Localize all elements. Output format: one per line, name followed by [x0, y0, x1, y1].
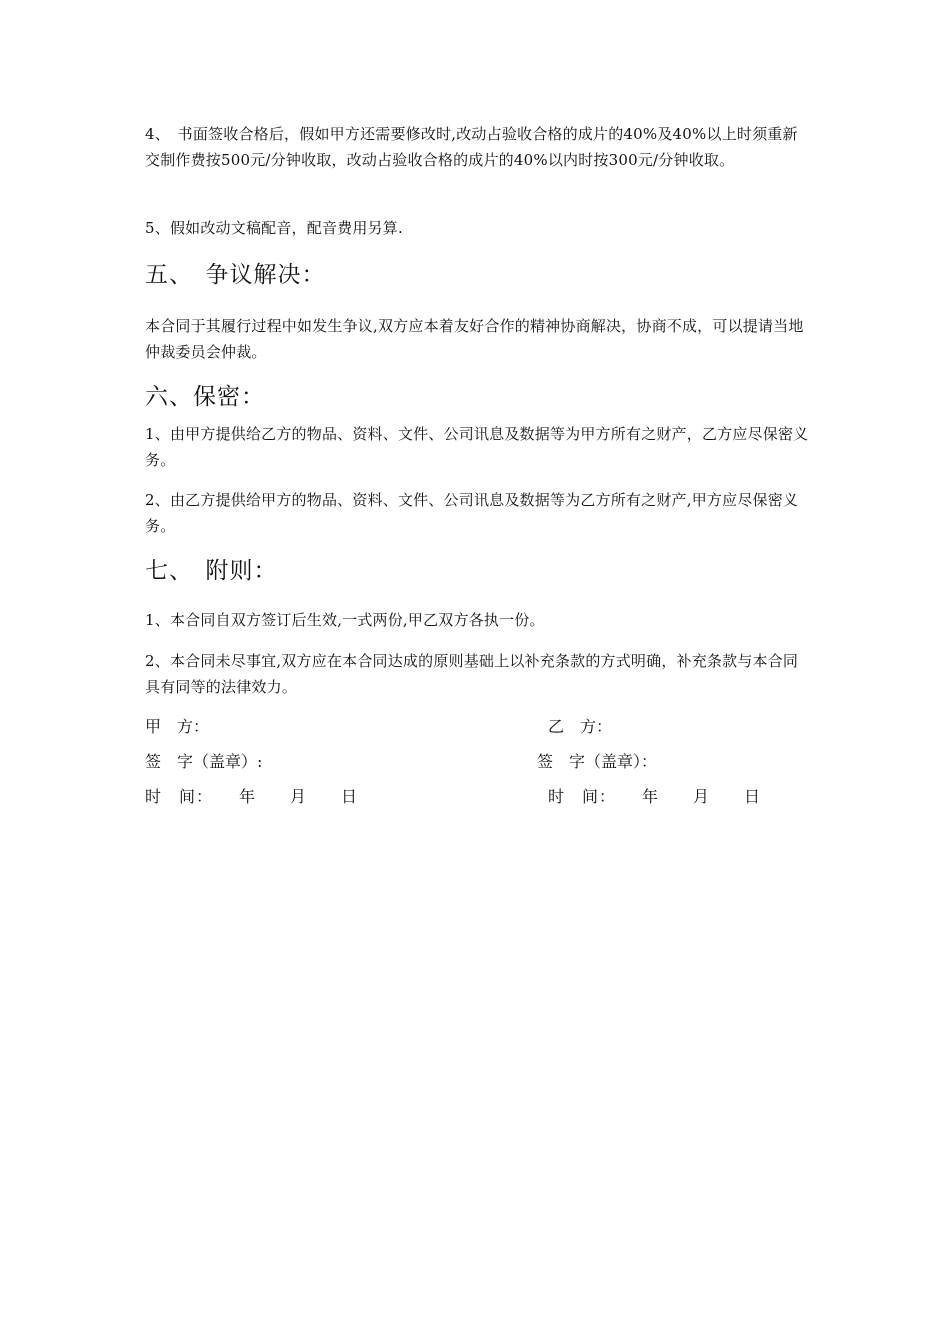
clause-7-2: 2、本合同未尽事宜,双方应在本合同达成的原则基础上以补充条款的方式明确，补充条款与本合同具有同等的法律效力。: [145, 652, 799, 696]
heading-dispute-resolution: 五、 争议解决：: [145, 262, 326, 288]
heading-confidentiality: 六、保密：: [145, 384, 265, 410]
party-b-date-label: 时 间： 年 月 日: [548, 787, 762, 806]
party-a-label: 甲 方：: [145, 717, 210, 736]
clause-6-1: 1、由甲方提供给乙方的物品、资料、文件、公司讯息及数据等为甲方所有之财产，乙方应尽保密义务。: [145, 425, 809, 469]
clause-4-5: 5、假如改动文稿配音，配音费用另算.: [145, 219, 403, 237]
clause-6-2: 2、由乙方提供给甲方的物品、资料、文件、公司讯息及数据等为乙方所有之财产,甲方应尽保密义务。: [145, 491, 799, 535]
party-a-signature-label: 签 字（盖章）:: [145, 752, 263, 771]
clause-7-1: 1、本合同自双方签订后生效,一式两份,甲乙双方各执一份。: [145, 611, 545, 629]
party-b-label: 乙 方：: [548, 717, 613, 736]
party-b-signature-label: 签 字（盖章）：: [537, 752, 658, 771]
party-a-date-label: 时 间： 年 月 日: [145, 787, 359, 806]
clause-5-body: 本合同于其履行过程中如发生争议,双方应本着友好合作的精神协商解决，协商不成，可以提请当地仲裁委员会仲裁。: [145, 317, 804, 361]
clause-4-4: 4、 书面签收合格后，假如甲方还需要修改时,改动占验收合格的成片的40%及40%以上时须重新交制作费按500元/分钟收取，改动占验收合格的成片的40%以内时按300元/分钟收取。: [145, 125, 798, 169]
heading-supplementary: 七、 附则：: [145, 558, 278, 584]
